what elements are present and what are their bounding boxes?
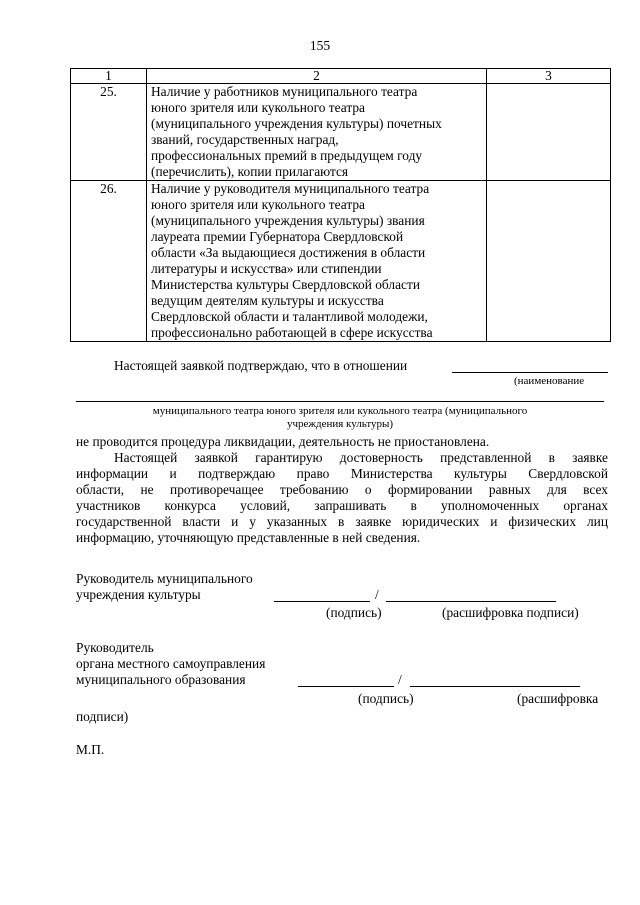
row-description-line: профессионально работающей в сфере искусства	[151, 325, 433, 340]
table-header-row	[71, 69, 611, 84]
head2-signature-hint: (подпись)	[358, 691, 414, 706]
head2-signature-blank[interactable]	[298, 686, 394, 687]
row-description	[147, 84, 487, 181]
head1-decode-hint: (расшифровка подписи)	[442, 605, 579, 620]
head2-decode-blank[interactable]	[410, 686, 580, 687]
guarantee-line: государственной власти и у указанных в заявке юридических и физических лиц	[76, 514, 608, 529]
guarantee-line: информацию, уточняющую представленные в ней сведения.	[76, 530, 421, 545]
head2-title-line1: Руководитель	[76, 640, 154, 655]
guarantee-line: участников конкурса условий, запрашивать в уполномоченных органах	[76, 498, 608, 513]
head2-decode-hint: (расшифровка	[517, 691, 599, 706]
row-number: 26.	[71, 181, 147, 342]
head1-title-line1: Руководитель муниципального	[76, 571, 253, 586]
page-number: 155	[309, 38, 331, 53]
head2-title-line3: муниципального образования	[76, 672, 246, 687]
row-description-line: званий, государственных наград,	[151, 132, 339, 147]
table-row-25	[71, 84, 611, 181]
row-description-line: Наличие у работников муниципального театра	[151, 84, 418, 99]
head2-slash: /	[398, 672, 402, 687]
row-description-line: литературы и искусства» или стипендии	[151, 261, 382, 276]
guarantee-line: области, не противоречащее требованию о формировании равных для всех	[76, 482, 608, 497]
guarantee-line: информации и подтверждаю право Министерства культуры Свердловской	[76, 466, 608, 481]
row-value-cell[interactable]	[487, 84, 611, 181]
head2-title-line2: органа местного самоуправления	[76, 656, 266, 671]
row-description-line: юного зрителя или кукольного театра	[151, 100, 365, 115]
row-description-line: области «За выдающиеся достижения в области	[151, 245, 426, 260]
row-description-line: ведущим деятелям культуры и искусства	[151, 293, 384, 308]
stamp-place: М.П.	[76, 742, 105, 757]
row-description-line: Наличие у руководителя муниципального театра	[151, 181, 430, 196]
row-value-cell[interactable]	[487, 181, 611, 342]
row-description-line: Министерства культуры Свердловской области	[151, 277, 420, 292]
row-description-line: профессиональных премий в предыдущем году	[151, 148, 423, 163]
not-liquidated-text: не проводится процедура ликвидации, деятельность не приостановлена.	[76, 434, 490, 449]
criteria-table	[70, 68, 611, 342]
hint-name-line: муниципального театра юного зрителя или кукольного театра (муниципального	[152, 405, 528, 417]
organization-name-blank[interactable]	[452, 372, 608, 373]
column-header-2: 2	[147, 69, 487, 84]
column-header-3: 3	[487, 69, 611, 84]
organization-name-blank-2[interactable]	[76, 401, 604, 402]
row-description-line: (муниципального учреждения культуры) звания	[151, 213, 425, 228]
head2-decode-hint-cont: подписи)	[76, 709, 129, 724]
guarantee-paragraph	[76, 450, 608, 546]
row-number: 25.	[71, 84, 147, 181]
head1-signature-hint: (подпись)	[326, 605, 382, 620]
row-description-line: (перечислить), копии прилагаются	[151, 164, 349, 179]
head1-slash: /	[375, 587, 379, 602]
head1-title-line2: учреждения культуры	[76, 587, 201, 602]
confirm-text: Настоящей заявкой подтверждаю, что в отношении	[114, 358, 408, 373]
row-description-line: (муниципального учреждения культуры) почетных	[151, 116, 442, 131]
row-description	[147, 181, 487, 342]
row-description-line: юного зрителя или кукольного театра	[151, 197, 365, 212]
table-row-26	[71, 181, 611, 342]
hint-name-open: (наименование	[514, 375, 585, 387]
head1-signature-blank[interactable]	[274, 601, 370, 602]
column-header-1: 1	[71, 69, 147, 84]
row-description-line: Свердловской области и талантливой молодежи,	[151, 309, 428, 324]
row-description-line: лауреата премии Губернатора Свердловской	[151, 229, 404, 244]
guarantee-line: Настоящей заявкой гарантирую достоверность представленной в заявке	[114, 450, 608, 465]
hint-name-line: учреждения культуры)	[286, 418, 394, 430]
head1-decode-blank[interactable]	[386, 601, 556, 602]
